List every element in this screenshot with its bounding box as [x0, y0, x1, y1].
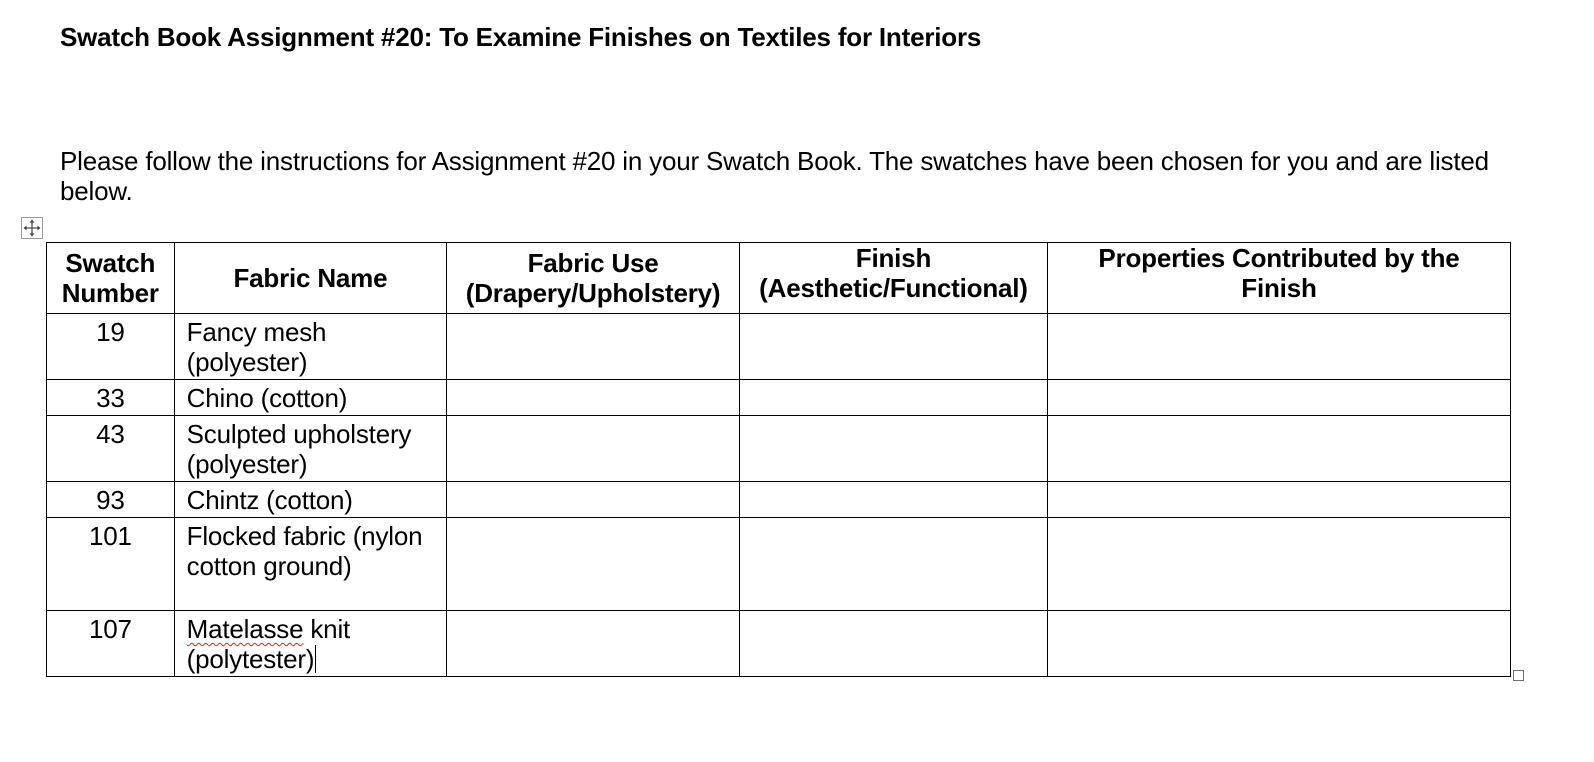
swatch-table [46, 242, 1511, 677]
fabric-use-cell[interactable] [447, 314, 740, 380]
misspelled-word[interactable]: Matelasse [186, 614, 304, 644]
table-row [47, 416, 1511, 482]
header-finish-line2: (Aesthetic/Functional) [759, 273, 1028, 303]
header-fabric-use[interactable] [447, 243, 740, 314]
fabric-name-cell[interactable]: Chino (cotton) [174, 380, 447, 416]
properties-cell[interactable] [1047, 314, 1510, 380]
swatch-number-cell[interactable]: 101 [47, 518, 175, 611]
properties-cell[interactable] [1047, 611, 1510, 677]
table-move-icon[interactable] [21, 217, 43, 239]
header-swatch-number-line1: Swatch [65, 248, 156, 278]
header-fabric-name[interactable] [174, 243, 447, 314]
finish-cell[interactable] [739, 416, 1047, 482]
header-swatch-number[interactable] [47, 243, 175, 314]
document-title: Swatch Book Assignment #20: To Examine Finishes on Textiles for Interiors [60, 22, 982, 52]
fabric-use-cell[interactable] [447, 416, 740, 482]
fabric-use-cell[interactable] [447, 482, 740, 518]
header-fabric-name-text: Fabric Name [233, 263, 388, 293]
fabric-use-cell[interactable] [447, 380, 740, 416]
intro-paragraph: Please follow the instructions for Assignment #20 in your Swatch Book. The swatches have been chosen for you and are listed below. [60, 146, 1489, 206]
fabric-use-cell[interactable] [447, 518, 740, 611]
swatch-number-cell[interactable]: 43 [47, 416, 175, 482]
table-header-row [47, 243, 1511, 314]
table-row [47, 380, 1511, 416]
table-resize-icon[interactable] [1513, 670, 1524, 681]
fabric-name-cell[interactable] [174, 611, 447, 677]
swatch-number-cell[interactable]: 19 [47, 314, 175, 380]
header-properties[interactable] [1047, 243, 1510, 314]
header-fabric-use-line1: Fabric Use [527, 248, 659, 278]
table-row [47, 611, 1511, 677]
fabric-name-rest: knit (polytester) [186, 614, 351, 674]
table-row [47, 314, 1511, 380]
swatch-number-cell[interactable]: 93 [47, 482, 175, 518]
finish-cell[interactable] [739, 611, 1047, 677]
properties-cell[interactable] [1047, 518, 1510, 611]
fabric-use-cell[interactable] [447, 611, 740, 677]
header-properties-line1: Properties Contributed by the [1098, 243, 1460, 273]
header-fabric-use-line2: (Drapery/Upholstery) [465, 278, 721, 308]
table-row [47, 482, 1511, 518]
finish-cell[interactable] [739, 518, 1047, 611]
fabric-name-cell[interactable]: Sculpted upholstery (polyester) [174, 416, 447, 482]
finish-cell[interactable] [739, 314, 1047, 380]
properties-cell[interactable] [1047, 416, 1510, 482]
swatch-number-cell[interactable]: 107 [47, 611, 175, 677]
header-swatch-number-line2: Number [61, 278, 159, 308]
fabric-name-cell[interactable]: Flocked fabric (nylon cotton ground) [174, 518, 447, 611]
properties-cell[interactable] [1047, 482, 1510, 518]
finish-cell[interactable] [739, 482, 1047, 518]
text-cursor [315, 645, 316, 673]
finish-cell[interactable] [739, 380, 1047, 416]
fabric-name-cell[interactable]: Fancy mesh (polyester) [174, 314, 447, 380]
fabric-name-cell[interactable]: Chintz (cotton) [174, 482, 447, 518]
properties-cell[interactable] [1047, 380, 1510, 416]
swatch-number-cell[interactable]: 33 [47, 380, 175, 416]
header-finish[interactable] [739, 243, 1047, 314]
header-finish-line1: Finish [855, 243, 932, 273]
table-row [47, 518, 1511, 611]
header-properties-line2: Finish [1241, 273, 1317, 303]
